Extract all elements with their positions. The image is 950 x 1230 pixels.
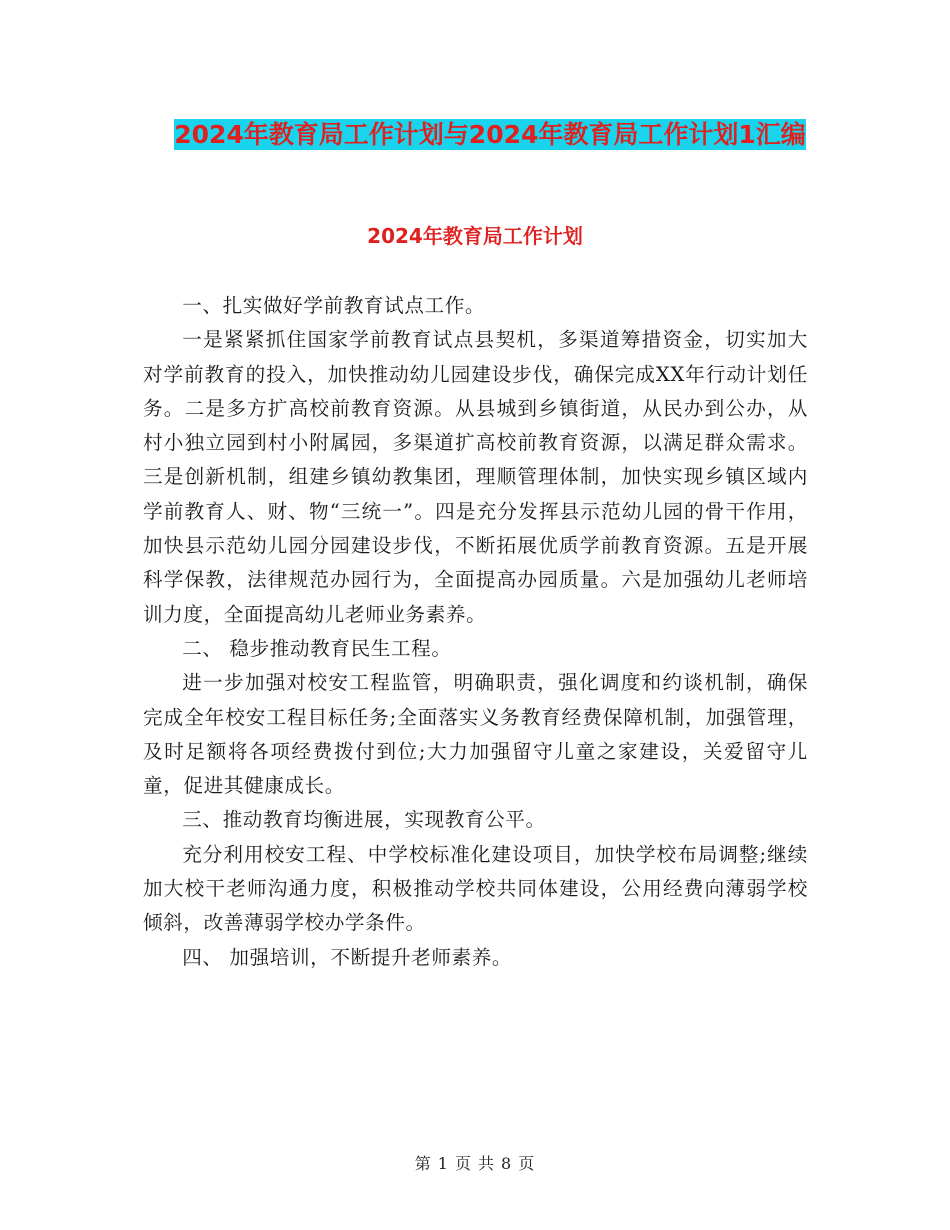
document-body	[143, 289, 808, 975]
paragraph-heading-1: 一、扎实做好学前教育试点工作。	[182, 294, 486, 317]
paragraph-1: 一是紧紧抓住国家学前教育试点县契机，多渠道筹措资金，切实加大对学前教育的投入，加快推动幼儿园建设步伐，确保完成XX年行动计划任务。二是多方扩高校前教育资源。从县城到乡镇街道，从民办到公办，从村小独立园到村小附属园，多渠道扩高校前教育资源，以满足群众需求。三是创新机制，组建乡镇幼教集团，理顺管理体制，加快实现乡镇区域内学前教育人、财、物“三统一”。四是充分发挥县示范幼儿园的骨干作用，加快县示范幼儿园分园建设步伐，不断拓展优质学前教育资源。五是开展科学保教，法律规范办园行为，全面提高办园质量。六是加强幼儿老师培训力度，全面提高幼儿老师业务素养。	[143, 328, 808, 626]
paragraph-3: 充分利用校安工程、中学校标准化建设项目，加快学校布局调整;继续加大校干老师沟通力度，积极推动学校共同体建设，公用经费向薄弱学校倾斜，改善薄弱学校办学条件。	[143, 842, 808, 935]
footer-middle: 页 共	[454, 1154, 496, 1173]
paragraph-heading-4: 四、 加强培训，不断提升老师素养。	[182, 945, 513, 969]
footer-page-number: 1	[437, 1154, 449, 1173]
document-title	[150, 114, 830, 155]
page-footer	[0, 1152, 950, 1176]
footer-suffix: 页	[518, 1154, 536, 1173]
paragraph-heading-2: 二、 稳步推动教育民生工程。	[182, 636, 452, 660]
section-title: 2024年教育局工作计划	[367, 224, 583, 248]
footer-prefix: 第	[414, 1154, 432, 1173]
document-title-text: 2024年教育局工作计划与2024年教育局工作计划1汇编	[174, 120, 806, 149]
footer-page-total: 8	[501, 1154, 513, 1173]
paragraph-heading-3: 三、推动教育均衡进展，实现教育公平。	[182, 808, 546, 832]
paragraph-2: 进一步加强对校安工程监管，明确职责，强化调度和约谈机制，确保完成全年校安工程目标任务;全面落实义务教育经费保障机制，加强管理，及时足额将各项经费拨付到位;大力加强留守儿童之家建设，关爱留守儿童，促进其健康成长。	[143, 671, 808, 798]
